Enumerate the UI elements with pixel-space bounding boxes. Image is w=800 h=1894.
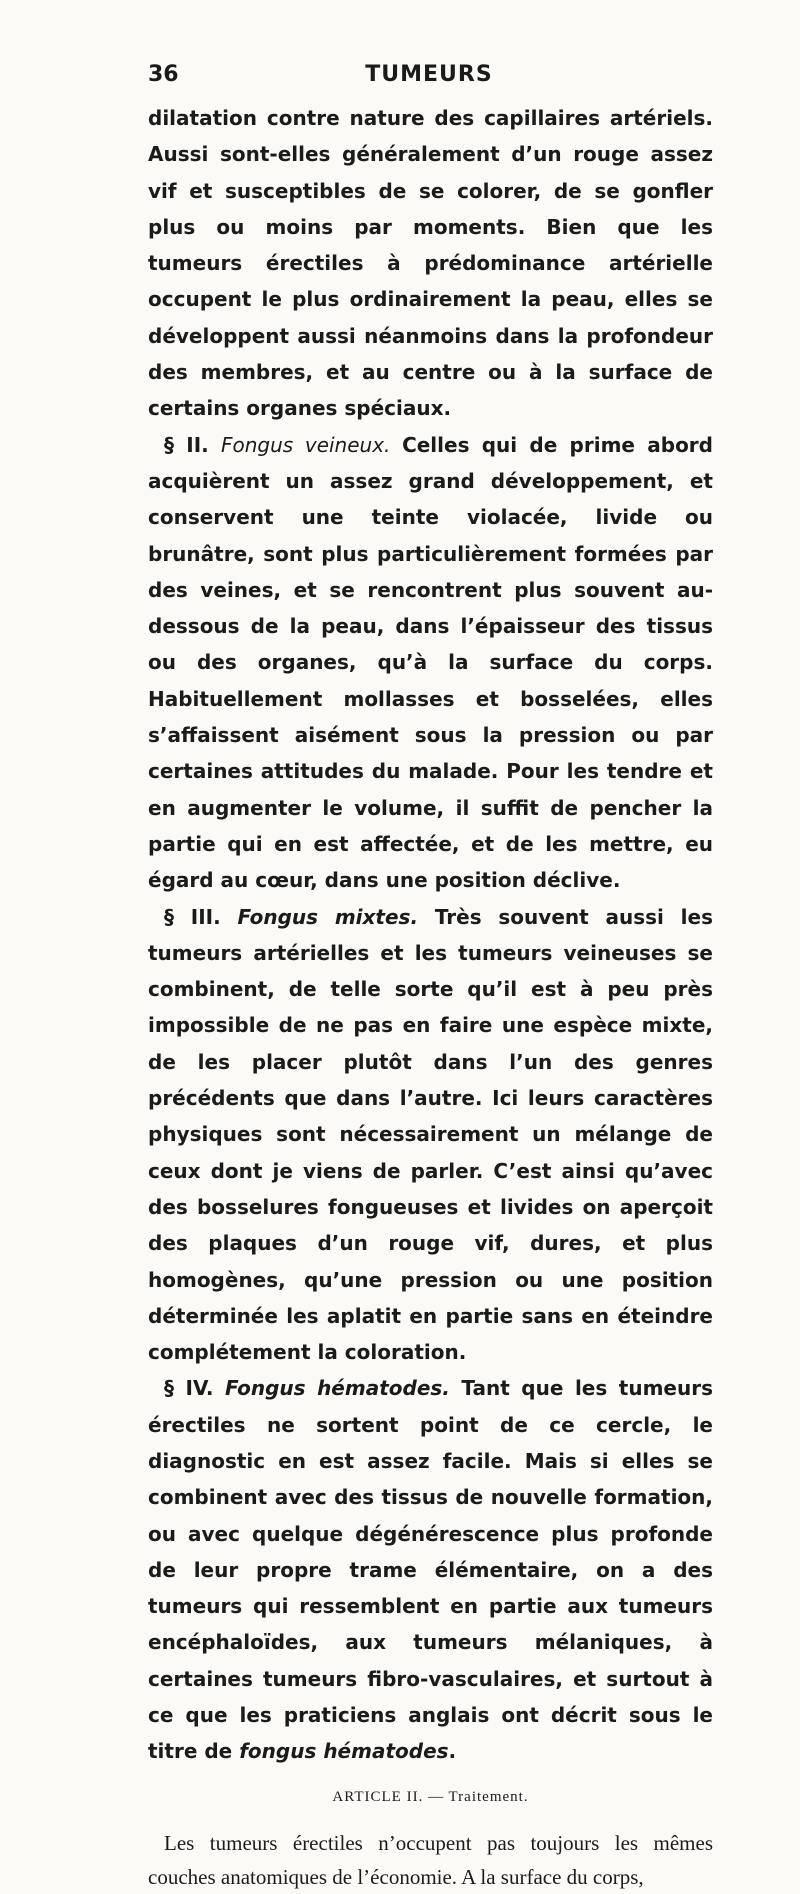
running-header [148, 62, 710, 92]
section-tail-italic: fongus hématodes [239, 1739, 449, 1764]
section-heading: Fongus mixtes. [237, 904, 435, 929]
page-body [148, 100, 713, 1894]
paragraph-last: Les tumeurs érectiles n’occupent pas toujours les mêmes couches anatomiques de l’économie. A la surface du corps, [148, 1830, 713, 1889]
page-number: 36 [148, 62, 179, 87]
section-mixtes [148, 899, 713, 1371]
section-heading: Fongus veineux. [221, 432, 403, 457]
section-text: Tant que les tumeurs érectiles ne sortent point de ce cercle, le diagnostic en est assez facile. Mais si elles se combinent avec des tissus de nouvelle formation, ou avec quelque dégénérescence plus profonde de leur propre trame élémentaire, on a des tumeurs qui ressemblent en partie aux tumeurs encéphaloïdes, aux tumeurs mélaniques, à certaines tumeurs fibro-vasculaires, et surtout à ce que les praticiens anglais ont décrit sous le titre de [148, 1376, 714, 1764]
running-title: TUMEURS [365, 62, 493, 87]
section-tail-end: . [448, 1739, 457, 1764]
section-heading: Fongus hématodes. [225, 1376, 462, 1401]
paragraph-intro: dilatation contre nature des capillaires artériels. Aussi sont-elles généralement d’un rouge assez vif et susceptibles de se colorer, de se gonfler plus ou moins par moments. Bien que les tumeurs érectiles à prédominance artérielle occupent le plus ordinairement la peau, elles se développent aussi néanmoins dans la profondeur des membres, et au centre ou à la surface de certains organes spéciaux. [148, 106, 713, 421]
section-text: Très souvent aussi les tumeurs artérielles et les tumeurs veineuses se combinent, de telle sorte qu’il est à peu près impossible de ne pas en faire une espèce mixte, de les placer plutôt dans l’un des genres précédents que dans l’autre. Ici leurs caractères physiques sont nécessairement un mélange de ceux dont je viens de parler. C’est ainsi qu’avec des bosselures fongueuses et livides on aperçoit des plaques d’un rouge vif, dures, et plus homogènes, qu’une pression ou une position déterminée les aplatit en partie sans en éteindre complétement la coloration. [148, 904, 713, 1365]
section-number: § II. [164, 432, 221, 457]
section-number: § III. [164, 904, 238, 929]
section-hematodes [148, 1370, 713, 1769]
section-number: § IV. [164, 1376, 225, 1401]
article-heading: ARTICLE II. — Traitement. [332, 1788, 529, 1805]
section-text: Celles qui de prime abord acquièrent un assez grand développement, et conservent une teinte violacée, livide ou brunâtre, sont plus particulièrement formées par des veines, et se rencontrent plus souvent au-dessous de la peau, dans l’épaisseur des tissus ou des organes, qu’à la surface du corps. Habituellement mollasses et bosselées, elles s’affaissent aisément sous la pression ou par certaines attitudes du malade. Pour les tendre et en augmenter le volume, il suffit de pencher la partie qui en est affectée, et de les mettre, eu égard au cœur, dans une position déclive. [148, 432, 713, 893]
section-veineux [148, 427, 713, 899]
